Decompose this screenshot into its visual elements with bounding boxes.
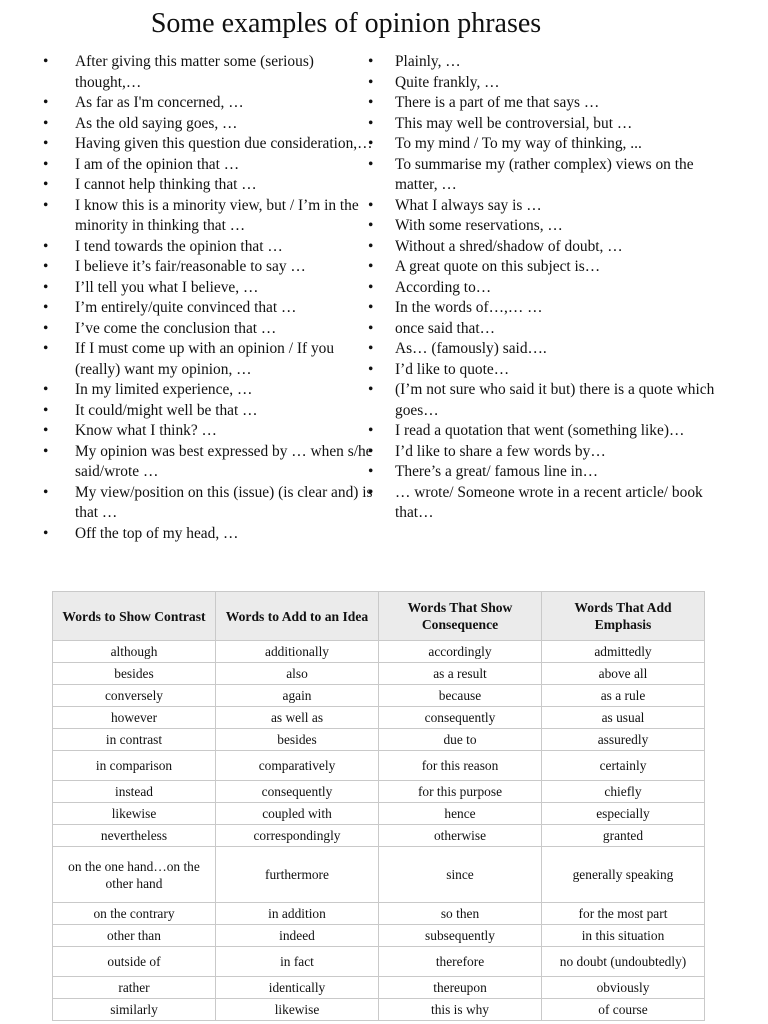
phrase-item: • I’d like to quote…: [366, 360, 738, 381]
phrase-item: • As… (famously) said….: [366, 339, 738, 360]
table-cell: hence: [379, 803, 542, 825]
phrase-item: • once said that…: [366, 319, 738, 340]
header-add-idea: Words to Add to an Idea: [216, 592, 379, 641]
table-cell: in addition: [216, 903, 379, 925]
table-cell: additionally: [216, 641, 379, 663]
phrase-item: • I read a quotation that went (something like)…: [366, 421, 738, 442]
table-cell: correspondingly: [216, 825, 379, 847]
table-cell: comparatively: [216, 751, 379, 781]
table-row: [53, 781, 705, 803]
table-cell: again: [216, 685, 379, 707]
table-cell: subsequently: [379, 925, 542, 947]
table-cell: in contrast: [53, 729, 216, 751]
table-cell: as a rule: [542, 685, 705, 707]
table-cell: of course: [542, 999, 705, 1021]
phrase-item: • If I must come up with an opinion / If you (really) want my opinion, …: [38, 339, 374, 380]
table-row: [53, 947, 705, 977]
table-cell: otherwise: [379, 825, 542, 847]
table-cell: admittedly: [542, 641, 705, 663]
table-cell: conversely: [53, 685, 216, 707]
table-row: [53, 925, 705, 947]
table-row: [53, 729, 705, 751]
phrase-item: • Without a shred/shadow of doubt, …: [366, 237, 738, 258]
table-row: [53, 803, 705, 825]
phrase-item: • With some reservations, …: [366, 216, 738, 237]
table-cell: besides: [53, 663, 216, 685]
table-cell: no doubt (undoubtedly): [542, 947, 705, 977]
header-emphasis: Words That Add Emphasis: [542, 592, 705, 641]
phrase-item: • There is a part of me that says …: [366, 93, 738, 114]
table-cell: likewise: [53, 803, 216, 825]
table-cell: therefore: [379, 947, 542, 977]
phrase-item: • It could/might well be that …: [38, 401, 374, 422]
table-cell: as usual: [542, 707, 705, 729]
table-header-row: [53, 592, 705, 641]
phrase-item: • This may well be controversial, but …: [366, 114, 738, 135]
phrase-item: • I cannot help thinking that …: [38, 175, 374, 196]
table-cell: also: [216, 663, 379, 685]
table-row: [53, 825, 705, 847]
table-cell: outside of: [53, 947, 216, 977]
table-cell: granted: [542, 825, 705, 847]
table-row: [53, 903, 705, 925]
table-cell: on the one hand…on the other hand: [53, 847, 216, 903]
phrase-item: • I’m entirely/quite convinced that …: [38, 298, 374, 319]
table-cell: since: [379, 847, 542, 903]
table-cell: consequently: [379, 707, 542, 729]
table-row: [53, 707, 705, 729]
table-cell: identically: [216, 977, 379, 999]
phrase-item: • To summarise my (rather complex) views on the matter, …: [366, 155, 738, 196]
phrase-item: • My opinion was best expressed by … when s/he said/wrote …: [38, 442, 374, 483]
table-cell: this is why: [379, 999, 542, 1021]
header-contrast: Words to Show Contrast: [53, 592, 216, 641]
phrase-item: • My view/position on this (issue) (is clear and) is that …: [38, 483, 374, 524]
phrase-item: • What I always say is …: [366, 196, 738, 217]
phrase-item: • As far as I'm concerned, …: [38, 93, 374, 114]
transition-words-table: [52, 591, 705, 1021]
phrase-item: • There’s a great/ famous line in…: [366, 462, 738, 483]
table-cell: nevertheless: [53, 825, 216, 847]
phrase-item: • Know what I think? …: [38, 421, 374, 442]
phrase-item: • Having given this question due consideration,…: [38, 134, 374, 155]
table-cell: obviously: [542, 977, 705, 999]
table-cell: besides: [216, 729, 379, 751]
phrase-item: • After giving this matter some (serious) thought,…: [38, 52, 374, 93]
table-cell: accordingly: [379, 641, 542, 663]
table-cell: generally speaking: [542, 847, 705, 903]
table-cell: however: [53, 707, 216, 729]
table-row: [53, 977, 705, 999]
table-cell: instead: [53, 781, 216, 803]
table-row: [53, 751, 705, 781]
table-cell: in fact: [216, 947, 379, 977]
table-cell: chiefly: [542, 781, 705, 803]
phrase-item: • To my mind / To my way of thinking, ...: [366, 134, 738, 155]
table-cell: so then: [379, 903, 542, 925]
table-cell: on the contrary: [53, 903, 216, 925]
phrase-item: • In my limited experience, …: [38, 380, 374, 401]
phrase-item: • I tend towards the opinion that …: [38, 237, 374, 258]
table-cell: certainly: [542, 751, 705, 781]
table-cell: although: [53, 641, 216, 663]
table-cell: for the most part: [542, 903, 705, 925]
table-row: [53, 999, 705, 1021]
phrase-item: • Off the top of my head, …: [38, 524, 374, 545]
table-cell: other than: [53, 925, 216, 947]
table-cell: above all: [542, 663, 705, 685]
table-cell: similarly: [53, 999, 216, 1021]
table-cell: rather: [53, 977, 216, 999]
phrase-item: • According to…: [366, 278, 738, 299]
table-cell: likewise: [216, 999, 379, 1021]
phrase-item: • Quite frankly, …: [366, 73, 738, 94]
table-cell: especially: [542, 803, 705, 825]
header-consequence: Words That Show Consequence: [379, 592, 542, 641]
table-cell: in this situation: [542, 925, 705, 947]
phrase-item: • As the old saying goes, …: [38, 114, 374, 135]
phrase-list-right: [366, 52, 738, 524]
table-cell: assuredly: [542, 729, 705, 751]
table-cell: due to: [379, 729, 542, 751]
phrase-list-left: [38, 52, 374, 544]
phrase-item: • In the words of…,… …: [366, 298, 738, 319]
table-row: [53, 685, 705, 707]
table-cell: for this purpose: [379, 781, 542, 803]
phrase-item: • (I’m not sure who said it but) there is a quote which goes…: [366, 380, 738, 421]
table-cell: in comparison: [53, 751, 216, 781]
table-row: [53, 641, 705, 663]
phrase-item: • I know this is a minority view, but / I’m in the minority in thinking that …: [38, 196, 374, 237]
phrase-item: • I am of the opinion that …: [38, 155, 374, 176]
table-row: [53, 663, 705, 685]
table-cell: consequently: [216, 781, 379, 803]
phrase-item: • I’ll tell you what I believe, …: [38, 278, 374, 299]
phrase-item: • I’ve come the conclusion that …: [38, 319, 374, 340]
table-cell: for this reason: [379, 751, 542, 781]
table-row: [53, 847, 705, 903]
phrase-item: • I’d like to share a few words by…: [366, 442, 738, 463]
phrase-item: • A great quote on this subject is…: [366, 257, 738, 278]
table-cell: as well as: [216, 707, 379, 729]
table-cell: coupled with: [216, 803, 379, 825]
table-cell: indeed: [216, 925, 379, 947]
phrase-item: • I believe it’s fair/reasonable to say …: [38, 257, 374, 278]
phrase-item: • Plainly, …: [366, 52, 738, 73]
table-cell: because: [379, 685, 542, 707]
table-cell: furthermore: [216, 847, 379, 903]
phrase-item: • … wrote/ Someone wrote in a recent article/ book that…: [366, 483, 738, 524]
table-cell: thereupon: [379, 977, 542, 999]
page-title: Some examples of opinion phrases: [150, 8, 542, 39]
table-cell: as a result: [379, 663, 542, 685]
